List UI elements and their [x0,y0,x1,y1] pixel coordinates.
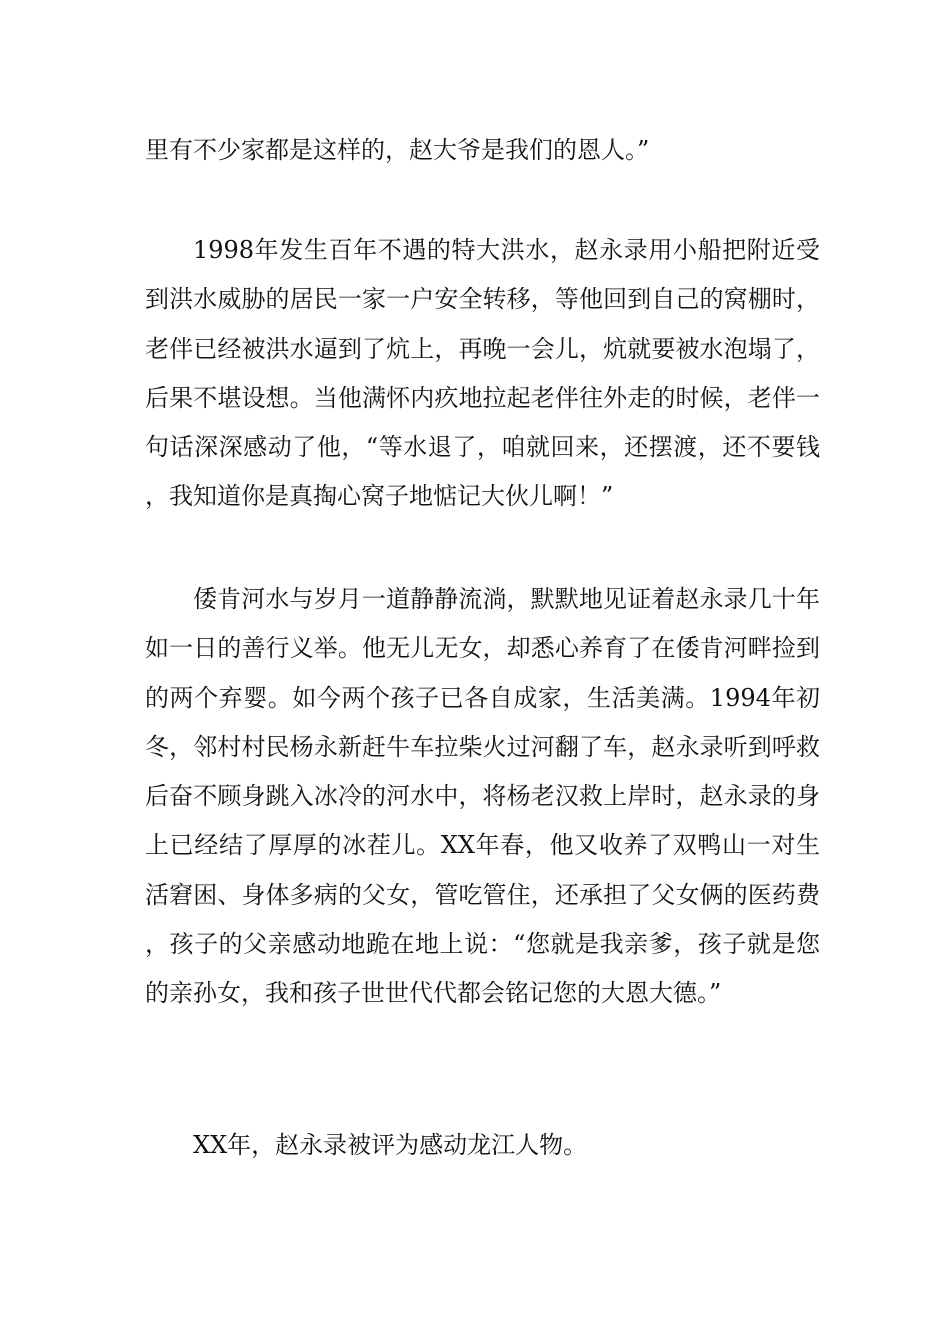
paragraph-flood-1998: 1998年发生百年不遇的特大洪水，赵永录用小船把附近受到洪水威胁的居民一家一户安全转移，等他回到自己的窝棚时，老伴已经被洪水逼到了炕上，再晚一会儿，炕就要被水泡塌了，后果不堪设想。当他满怀内疚地拉起老伴往外走的时候，老伴一句话深深感动了他，“等水退了，咱就回来，还摆渡，还不要钱，我知道你是真掏心窝子地惦记大伙儿啊！” [145,236,820,511]
paragraph-award: XX年，赵永录被评为感动龙江人物。 [193,1131,588,1159]
paragraph-continuation: 里有不少家都是这样的，赵大爷是我们的恩人。” [145,136,650,164]
paragraph-good-deeds: 倭肯河水与岁月一道静静流淌，默默地见证着赵永录几十年如一日的善行义举。他无儿无女，却悉心养育了在倭肯河畔捡到的两个弃婴。如今两个孩子已各自成家，生活美满。1994年初冬，邻村村民杨永新赶牛车拉柴火过河翻了车，赵永录听到呼救后奋不顾身跳入冰冷的河水中，将杨老汉救上岸时，赵永录的身上已经结了厚厚的冰茬儿。XX年春，他又收养了双鸭山一对生活窘困、身体多病的父女，管吃管住，还承担了父女俩的医药费，孩子的父亲感动地跪在地上说：“您就是我亲爹，孩子就是您的亲孙女，我和孩子世世代代都会铭记您的大恩大德。” [145,585,820,1008]
